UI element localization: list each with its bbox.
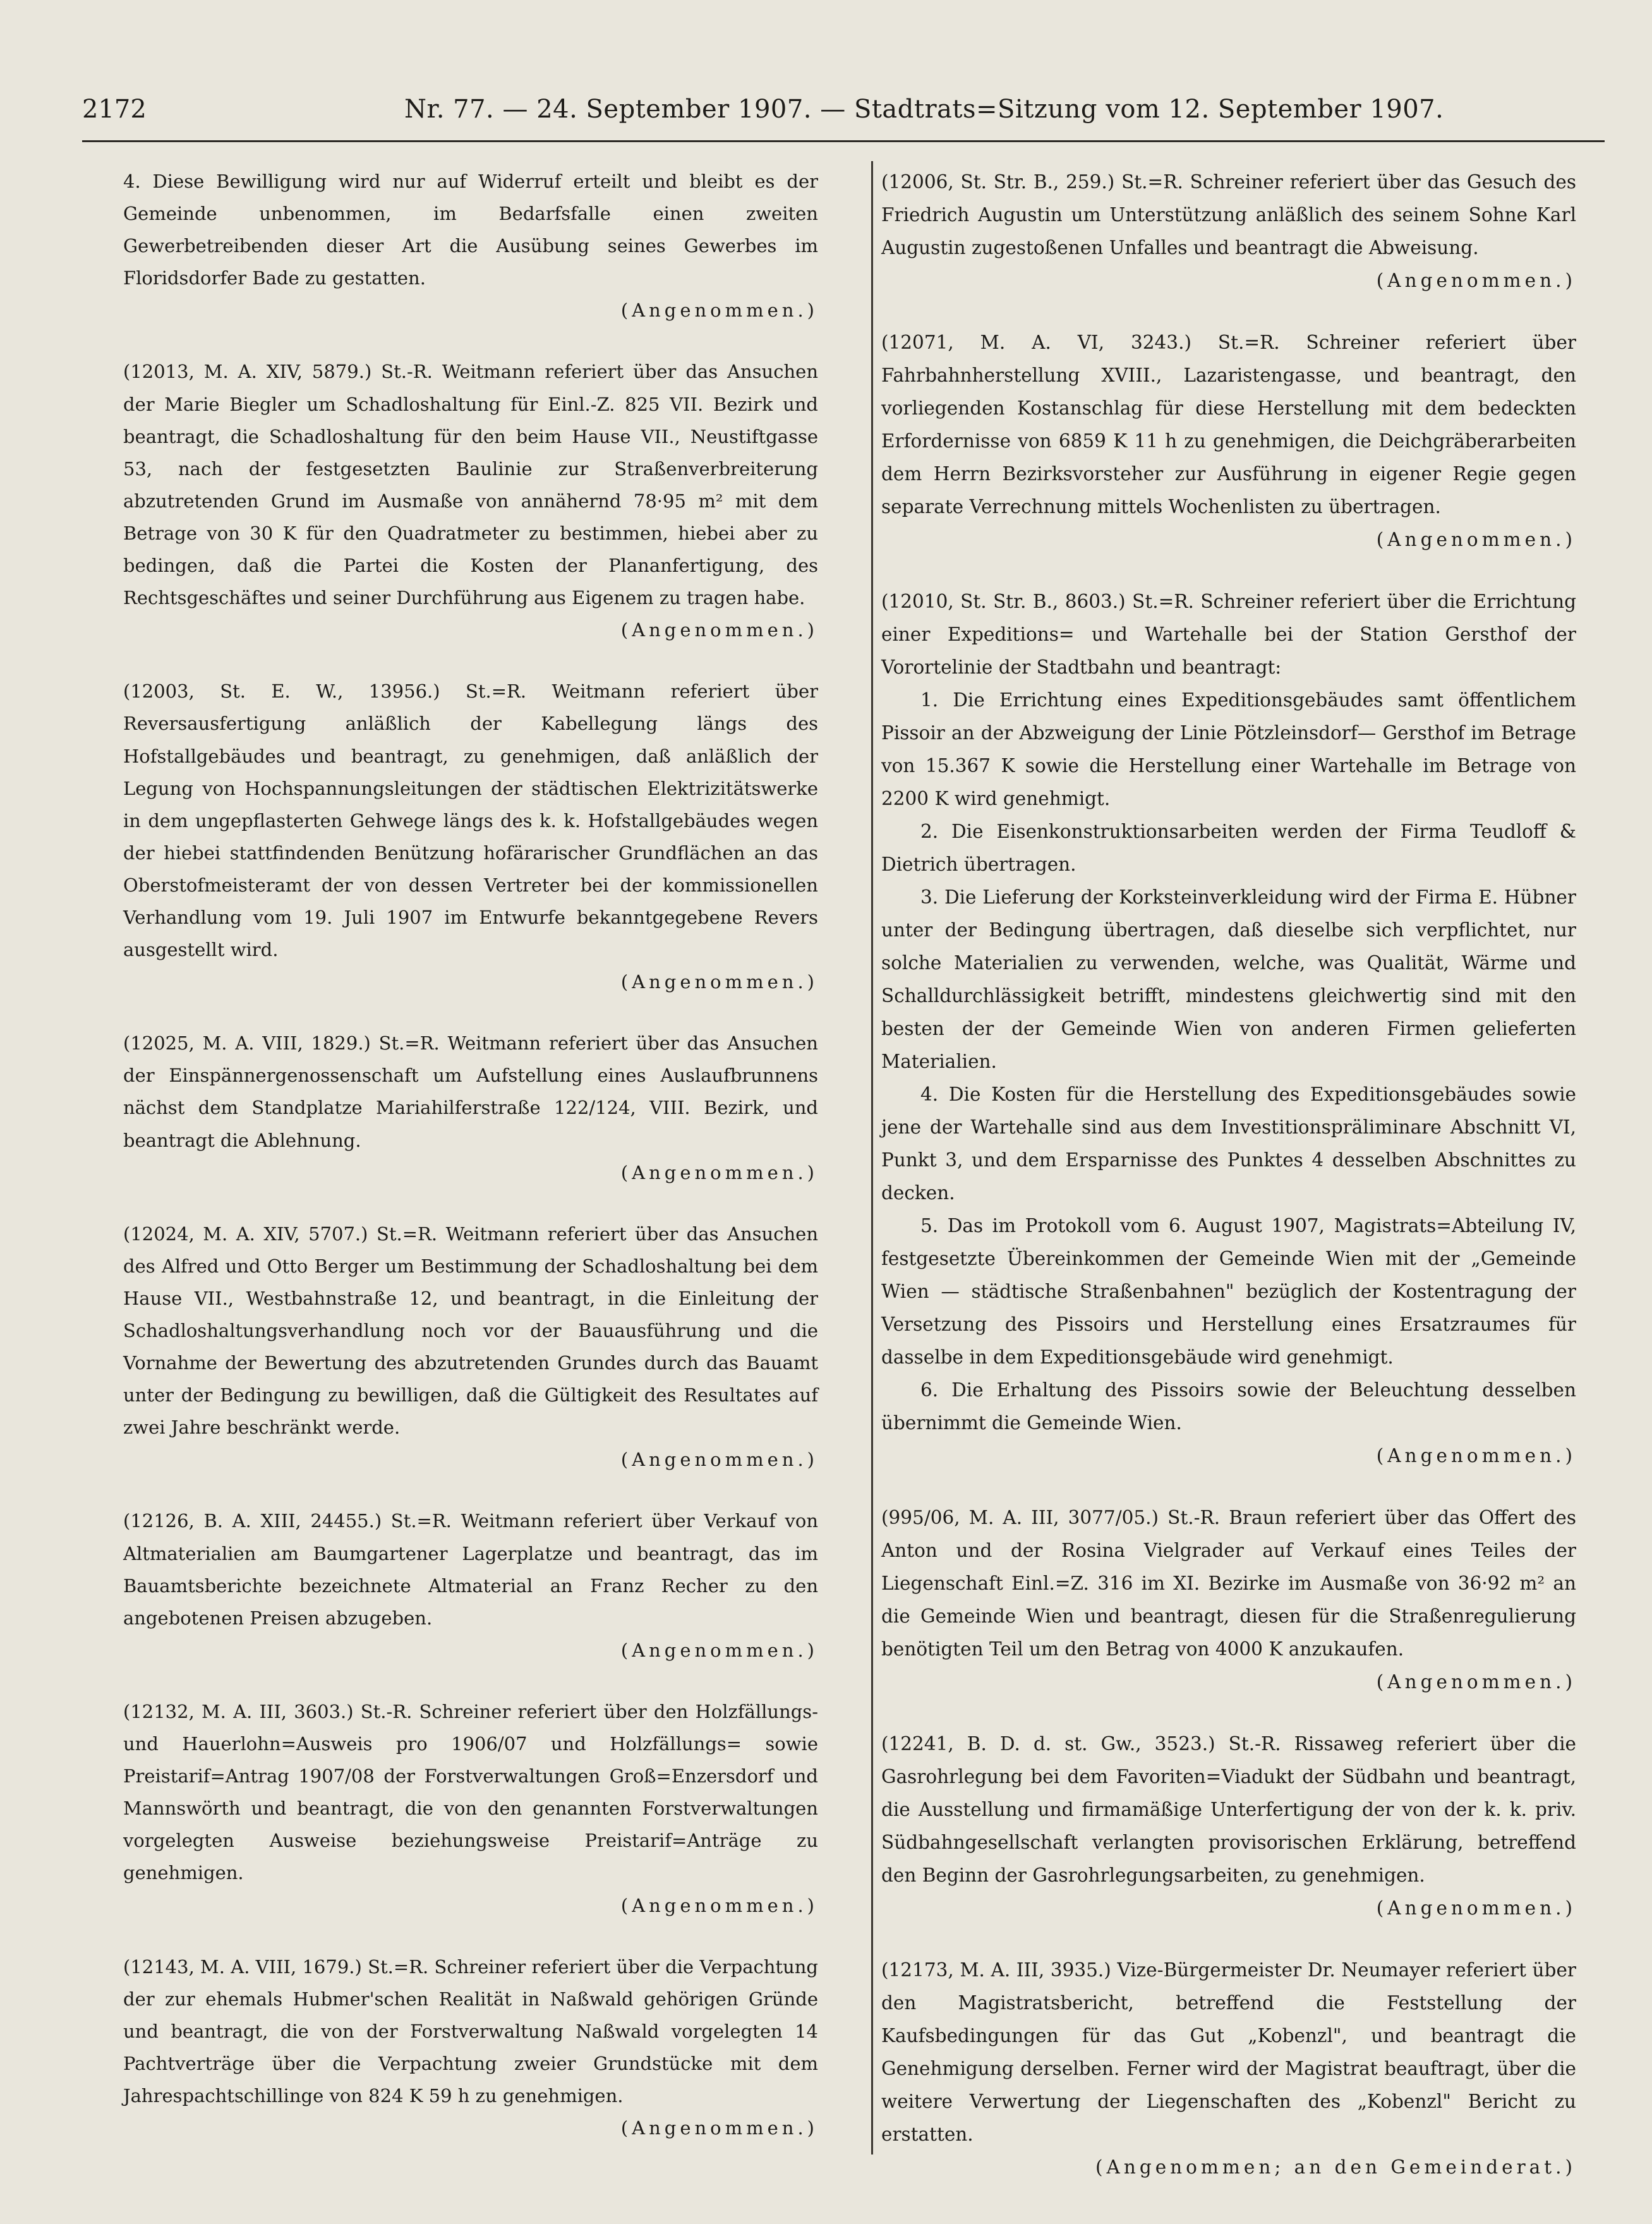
list-item: 6. Die Erhaltung des Pissoirs sowie der Beleuchtung desselben übernimmt die Gemeinde Wien. xyxy=(881,1379,1576,1434)
header-rule xyxy=(82,140,1605,142)
accepted-note: (Angenommen.) xyxy=(620,1639,818,1661)
paragraph xyxy=(881,166,1576,297)
list-item: 3. Die Lieferung der Korksteinverkleidung wird der Firma E. Hübner unter der Bedingung übertragen, daß dieselbe sich verpflichtet, nur solche Materialien zu verwenden, welche, was Qualität, Wärme und Schalldurchlässigkeit betrifft, mindestens gleichwertig sind mit den besten der der Gemeinde Wien von anderen Firmen gelieferten Materialien. xyxy=(881,886,1576,1072)
paragraph-text: (12003, St. E. W., 13956.) St.=R. Weitmann referiert über Reversausfertigung anläßlich der Kabellegung längs des Hofstallgebäudes und beantragt, zu genehmigen, daß anläßlich der Legung von Hochspannungsleitungen der städtischen Elektrizitätswerke in dem ungepflasterten Gehwege längs des k. k. Hofstallgebäudes wegen der hiebei stattfindenden Benützung hofärarischer Grundflächen an das Oberstofmeisteramt der von dessen Vertreter bei der kommissionellen Verhandlung vom 19. Juli 1907 im Entwurfe bekanntgegebene Revers ausgestellt wird. xyxy=(123,680,818,961)
accepted-note: (Angenommen.) xyxy=(620,1161,818,1183)
header-title: Nr. 77. — 24. September 1907. — Stadtrats=Sitzung vom 12. September 1907. xyxy=(404,95,1444,124)
page-number: 2172 xyxy=(82,95,147,124)
paragraph-text: (12024, M. A. XIV, 5707.) St.=R. Weitmann referiert über das Ansuchen des Alfred und Otto Berger um Bestimmung der Schadloshaltung bei dem Hause VII., Westbahnstraße 12, und beantragt, in die Einleitung der Schadloshaltungsverhandlung noch vor der Bauausführung und die Vornahme der Bewertung des abzutretenden Grundes durch das Bauamt unter der Bedingung zu bewilligen, daß die Gültigkeit des Resultates auf zwei Jahre beschränkt werde. xyxy=(123,1223,818,1439)
paragraph-text: (12241, B. D. d. st. Gw., 3523.) St.-R. Rissaweg referiert über die Gasrohrlegung bei dem Favoriten=Viadukt der Südbahn und beantragt, die Ausstellung und firmamäßige Unterfertigung der von der k. k. priv. Südbahngesellschaft verlangten provisorischen Erklärung, betreffend den Beginn der Gasrohrlegungsarbeiten, zu genehmigen. xyxy=(881,1733,1576,1886)
paragraph-text: (12143, M. A. VIII, 1679.) St.=R. Schreiner referiert über die Verpachtung der zur ehemals Hubmer'schen Realität in Naßwald gehörigen Gründe und beantragt, die von der Forstverwaltung Naßwald vorgelegten 14 Pachtverträge über die Verpachtung zweier Grundstücke mit dem Jahrespachtschillinge von 824 K 59 h zu genehmigen. xyxy=(123,1955,818,2106)
accepted-note: (Angenommen.) xyxy=(1376,1897,1576,1919)
accepted-note: (Angenommen.) xyxy=(1376,1445,1576,1466)
paragraph xyxy=(881,326,1576,556)
paragraph xyxy=(123,1505,818,1666)
paragraph-text: 4. Diese Bewilligung wird nur auf Widerruf erteilt und bleibt es der Gemeinde unbenommen, im Bedarfsfalle einen zweiten Gewerbetreibenden dieser Art die Ausübung seines Gewerbes im Floridsdorfer Bade zu gestatten. xyxy=(123,171,818,289)
column-divider xyxy=(871,161,873,2154)
paragraph xyxy=(881,1954,1576,2184)
paragraph xyxy=(881,1501,1576,1698)
left-column xyxy=(123,166,818,2173)
paragraph xyxy=(123,1027,818,1188)
accepted-note: (Angenommen.) xyxy=(620,2117,818,2139)
paragraph xyxy=(881,1727,1576,1925)
paragraph-text: (12173, M. A. III, 3935.) Vize-Bürgermeister Dr. Neumayer referiert über den Magistratsbericht, betreffend die Feststellung der Kaufsbedingungen für das Gut „Kobenzl", und beantragt die Genehmigung derselben. Ferner wird der Magistrat beauftragt, über die weitere Verwertung der Liegenschaften des „Kobenzl" Bericht zu erstatten. xyxy=(881,1959,1576,2145)
list-item: 4. Die Kosten für die Herstellung des Expeditionsgebäudes sowie jene der Wartehalle sind aus dem Investitionspräliminare Abschnitt VI, Punkt 3, und dem Ersparnisse des Punktes 4 desselben Abschnittes zu decken. xyxy=(881,1084,1576,1204)
paragraph xyxy=(123,1696,818,1922)
paragraph-with-items xyxy=(881,585,1576,1472)
list-item: 1. Die Errichtung eines Expeditionsgebäudes samt öffentlichem Pissoir an der Abzweigung der Linie Pötzleinsdorf— Gersthof im Betrage von 15.367 K sowie die Herstellung einer Wartehalle im Betrage von 2200 K wird genehmigt. xyxy=(881,689,1576,809)
accepted-note: (Angenommen.) xyxy=(1376,529,1576,550)
accepted-note: (Angenommen.) xyxy=(620,619,818,641)
paragraph-text: (12126, B. A. XIII, 24455.) St.=R. Weitmann referiert über Verkauf von Altmaterialien am Baumgartener Lagerplatze und beantragt, das im Bauamtsberichte bezeichnete Altmaterial an Franz Recher zu den angebotenen Preisen abzugeben. xyxy=(123,1510,818,1629)
accepted-note: (Angenommen.) xyxy=(620,1894,818,1916)
paragraph xyxy=(123,1951,818,2145)
paragraph-text: (12025, M. A. VIII, 1829.) St.=R. Weitmann referiert über das Ansuchen der Einspännergenossenschaft um Aufstellung eines Auslaufbrunnens nächst dem Standplatze Mariahilferstraße 122/124, VIII. Bezirk, und beantragt die Ablehnung. xyxy=(123,1032,818,1151)
accepted-note: (Angenommen.) xyxy=(1376,1671,1576,1693)
accepted-note: (Angenommen.) xyxy=(1376,270,1576,291)
paragraph xyxy=(123,1218,818,1477)
paragraph xyxy=(123,675,818,998)
paragraph-text: (12010, St. Str. B., 8603.) St.=R. Schreiner referiert über die Errichtung einer Expeditions= und Wartehalle bei der Station Gersthof der Vorortelinie der Stadtbahn und beantragt: xyxy=(881,591,1576,678)
accepted-note: (Angenommen.) xyxy=(620,299,818,322)
right-column xyxy=(881,166,1576,2184)
list-item: 5. Das im Protokoll vom 6. August 1907, Magistrats=Abteilung IV, festgesetzte Übereinkommen der Gemeinde Wien mit der „Gemeinde Wien — städtische Straßenbahnen" bezüglich der Kostentragung der Versetzung des Pissoirs und Herstellung eines Ersatzraumes für dasselbe in dem Expeditionsgebäude wird genehmigt. xyxy=(881,1215,1576,1368)
paragraph-text: (12006, St. Str. B., 259.) St.=R. Schreiner referiert über das Gesuch des Friedrich Augustin um Unterstützung anläßlich des seinem Sohne Karl Augustin zugestoßenen Unfalles und beantragt die Abweisung. xyxy=(881,171,1576,258)
paragraph xyxy=(123,166,818,327)
accepted-note: (Angenommen; an den Gemeinderat.) xyxy=(1095,2156,1576,2178)
accepted-note: (Angenommen.) xyxy=(620,971,818,993)
list-item: 2. Die Eisenkonstruktionsarbeiten werden der Firma Teudloff & Dietrich übertragen. xyxy=(881,821,1576,875)
accepted-note: (Angenommen.) xyxy=(620,1449,818,1471)
paragraph-text: (12013, M. A. XIV, 5879.) St.-R. Weitmann referiert über das Ansuchen der Marie Biegler um Schadloshaltung für Einl.-Z. 825 VII. Bezirk und beantragt, die Schadloshaltung für den beim Hause VII., Neustiftgasse 53, nach der festgesetzten Baulinie zur Straßenverbreiterung abzutretenden Grund im Ausmaße von annähernd 78·95 m² mit dem Betrage von 30 K für den Quadratmeter zu bestimmen, hiebei aber zu bedingen, daß die Partei die Kosten der Plananfertigung, des Rechtsgeschäftes und seiner Durchführung aus Eigenem zu tragen habe. xyxy=(123,361,818,609)
paragraph-text: (995/06, M. A. III, 3077/05.) St.-R. Braun referiert über das Offert des Anton und der Rosina Vielgrader auf Verkauf eines Teiles der Liegenschaft Einl.=Z. 316 im XI. Bezirke im Ausmaße von 36·92 m² an die Gemeinde Wien und beantragt, diesen für die Straßenregulierung benötigten Teil um den Betrag von 4000 K anzukaufen. xyxy=(881,1507,1576,1660)
paragraph-text: (12071, M. A. VI, 3243.) St.=R. Schreiner referiert über Fahrbahnherstellung XVIII., Lazaristengasse, und beantragt, den vorliegenden Kostanschlag für diese Herstellung mit dem bedeckten Erfordernisse von 6859 K 11 h zu genehmigen, die Deichgräberarbeiten dem Herrn Bezirksvorsteher zur Ausführung in eigener Regie gegen separate Verrechnung mittels Wochenlisten zu übertragen. xyxy=(881,332,1576,517)
paragraph xyxy=(123,356,818,646)
paragraph-text: (12132, M. A. III, 3603.) St.-R. Schreiner referiert über den Holzfällungs- und Hauerlohn=Ausweis pro 1906/07 und Holzfällungs= sowie Preistarif=Antrag 1907/08 der Forstverwaltungen Groß=Enzersdorf und Mannswörth und beantragt, die von den genannten Forstverwaltungen vorgelegten Ausweise beziehungsweise Preistarif=Anträge zu genehmigen. xyxy=(123,1700,818,1884)
